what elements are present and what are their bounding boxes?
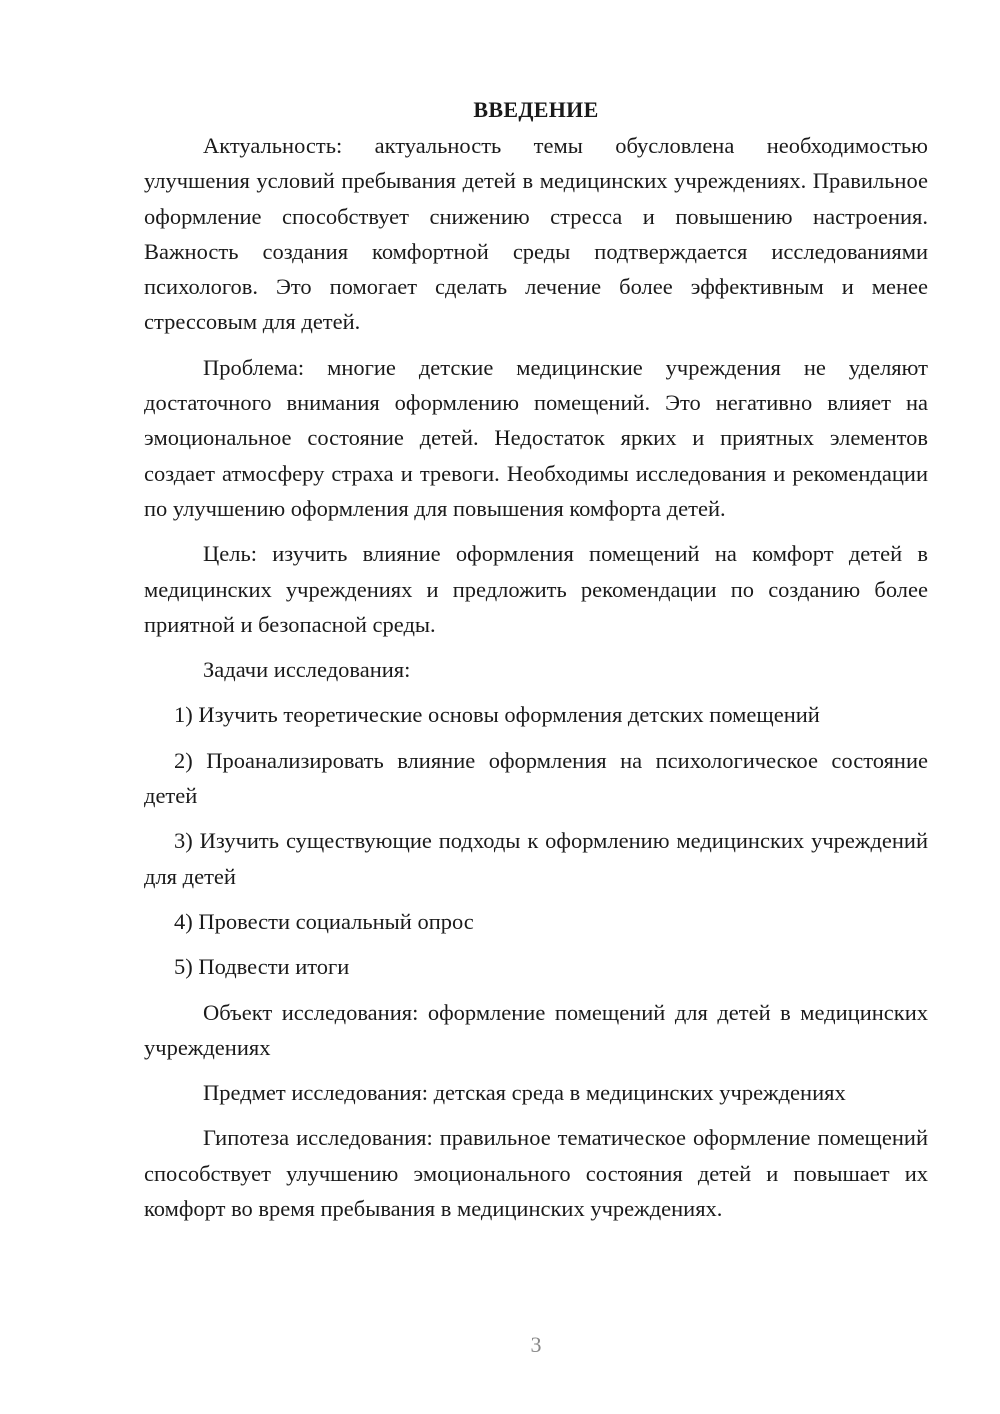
paragraph-goal: Цель: изучить влияние оформления помещений на комфорт детей в медицинских учреждениях и предложить рекомендации по созданию более приятной и безопасной среды.: [144, 541, 928, 637]
task-item-1: 1) Изучить теоретические основы оформления детских помещений: [174, 702, 820, 728]
document-page: [144, 92, 928, 1236]
paragraph-object: Объект исследования: оформление помещений для детей в медицинских учреждениях: [144, 999, 928, 1060]
task-item-2: 2) Проанализировать влияние оформления на психологическое состояние детей: [144, 747, 928, 809]
task-item-4: 4) Провести социальный опрос: [174, 908, 474, 934]
paragraph-problem: Проблема: многие детские медицинские учреждения не уделяют достаточного внимания оформлению помещений. Это негативно влияет на эмоциональное состояние детей. Недостаток ярких и приятных элементов создает атмосферу страха и тревоги. Необходимы исследования и рекомендации по улучшению оформления для повышения комфорта детей.: [144, 354, 928, 521]
page-number: 3: [530, 1332, 542, 1357]
task-item-3: 3) Изучить существующие подходы к оформлению медицинских учреждений для детей: [144, 828, 928, 889]
paragraph-subject: Предмет исследования: детская среда в медицинских учреждениях: [203, 1080, 846, 1106]
page-title: ВВЕДЕНИЕ: [473, 97, 599, 122]
task-item-5: 5) Подвести итоги: [174, 954, 350, 980]
paragraph-hypothesis: Гипотеза исследования: правильное тематическое оформление помещений способствует улучшению эмоционального состояния детей и повышает их комфорт во время пребывания в медицинских учреждениях.: [144, 1125, 928, 1222]
tasks-heading: Задачи исследования:: [203, 657, 411, 683]
paragraph-relevance: Актуальность: актуальность темы обусловлена необходимостью улучшения условий пребывания детей в медицинских учреждениях. Правильное оформление способствует снижению стресса и повышению настроения. Важность создания комфортной среды подтверждается исследованиями психологов. Это помогает сделать лечение более эффективным и менее стрессовым для детей.: [144, 133, 928, 335]
